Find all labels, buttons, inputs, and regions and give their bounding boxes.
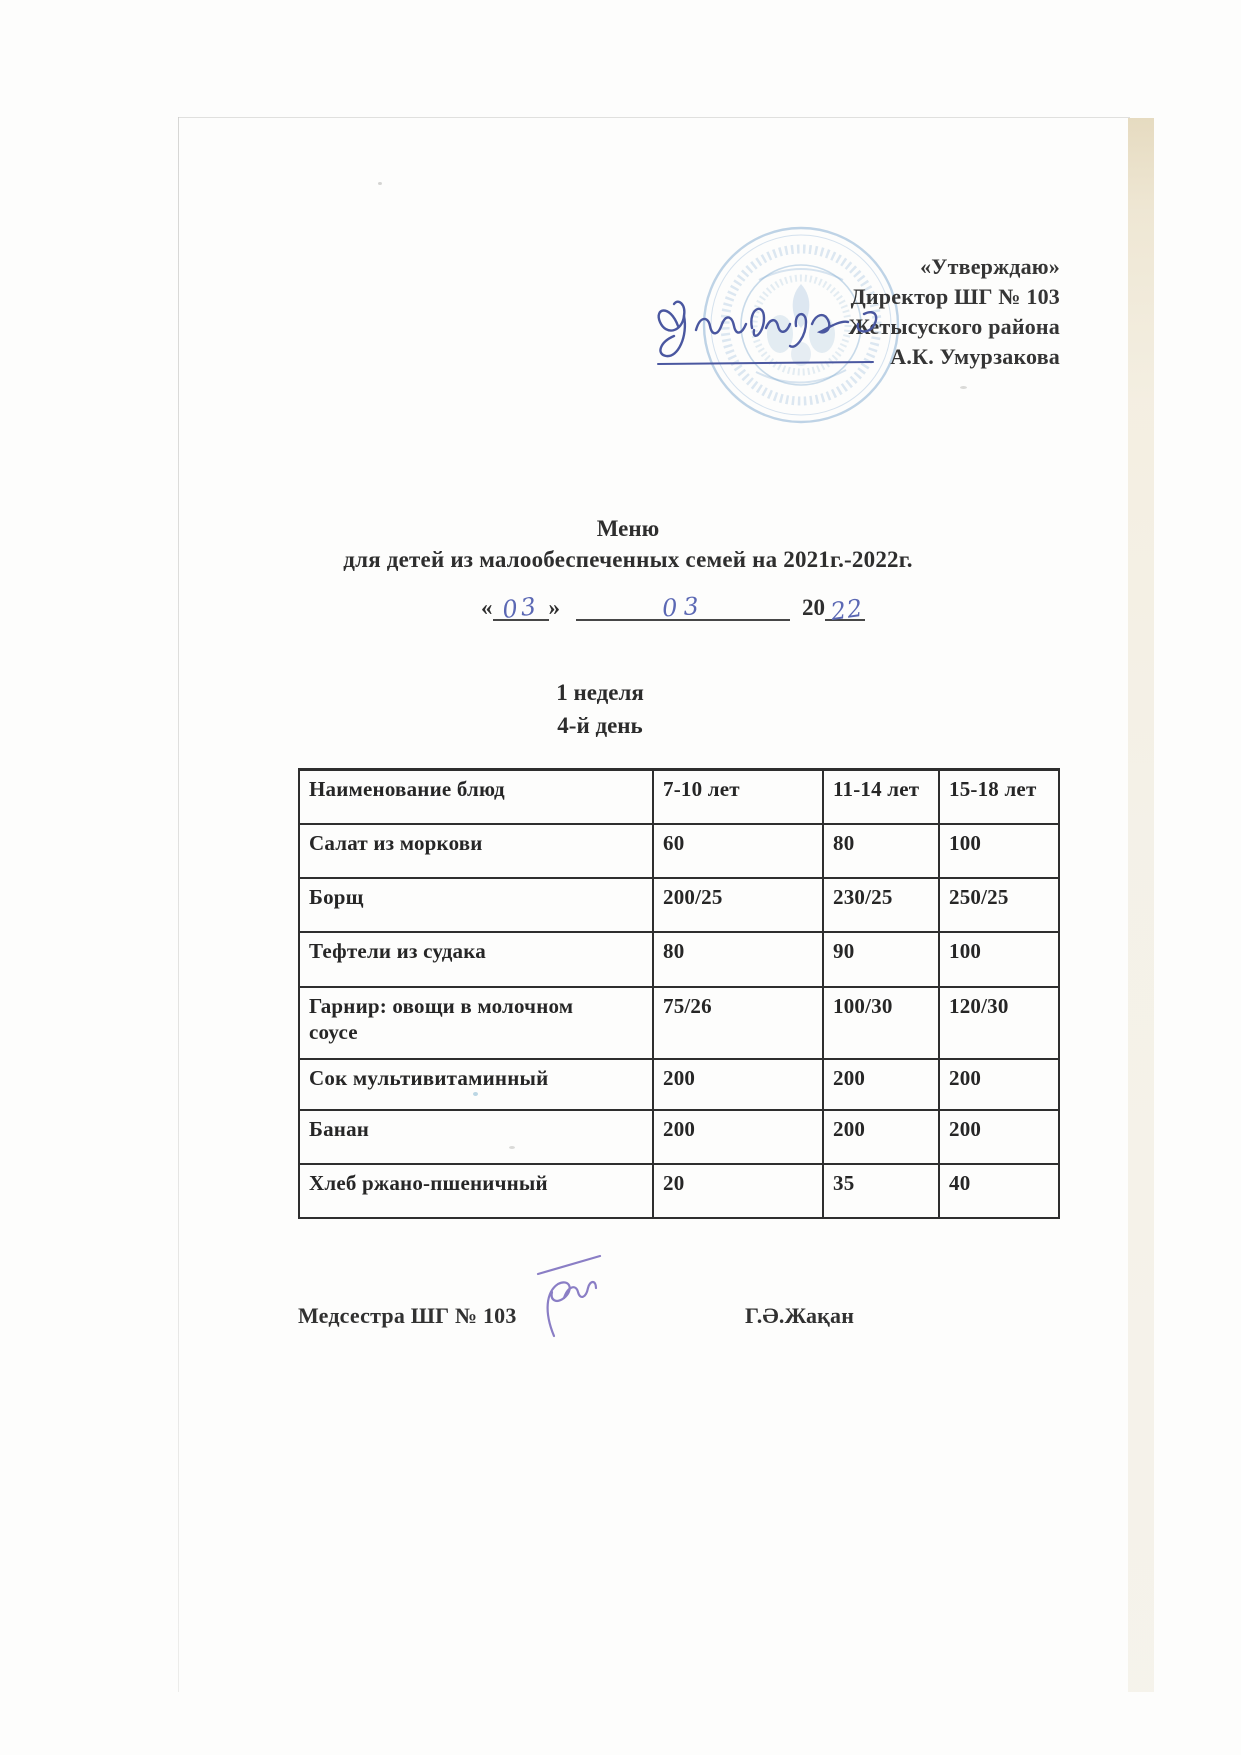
portion-11-14: 35 <box>823 1164 939 1218</box>
title-block <box>308 514 948 576</box>
portion-7-10: 60 <box>653 824 823 878</box>
dish-name: Салат из моркови <box>309 830 483 855</box>
page-edge-left <box>178 117 179 1692</box>
close-quote: » <box>548 595 560 620</box>
handwritten-month: 03 <box>660 591 706 623</box>
portion-7-10: 200 <box>653 1110 823 1164</box>
year-prefix: 20 <box>802 595 825 620</box>
page-edge-right <box>1128 118 1154 1692</box>
dish-name: Сок мультивитаминный <box>309 1065 549 1090</box>
scan-speck <box>378 182 382 185</box>
approval-line: Жетысуского района <box>848 314 1060 339</box>
table-row <box>299 878 1059 932</box>
portion-11-14: 200 <box>823 1110 939 1164</box>
portion-15-18: 40 <box>939 1164 1059 1218</box>
approval-line: Директор ШГ № 103 <box>850 284 1060 309</box>
scan-speck <box>960 386 967 389</box>
portion-7-10: 200 <box>653 1059 823 1110</box>
dish-name: Банан <box>309 1116 370 1141</box>
portion-11-14: 80 <box>823 824 939 878</box>
portion-15-18: 200 <box>939 1059 1059 1110</box>
portion-15-18: 100 <box>939 824 1059 878</box>
open-quote: « <box>481 595 493 620</box>
table-row <box>299 987 1059 1059</box>
document-subtitle: для детей из малообеспеченных семей на 2021г.-2022г. <box>343 547 913 572</box>
page-edge-top <box>178 117 1130 118</box>
header-dish: Наименование блюд <box>299 770 653 824</box>
nurse-name: Г.Ә.Жақан <box>745 1303 855 1328</box>
portion-15-18: 120/30 <box>939 987 1059 1059</box>
portion-11-14: 100/30 <box>823 987 939 1059</box>
header-age-15-18: 15-18 лет <box>939 770 1059 824</box>
signature-icon <box>518 1240 618 1345</box>
day-label: 4-й день <box>557 713 643 738</box>
dish-name: Гарнир: овощи в молочном соусе <box>309 993 574 1044</box>
header-age-11-14: 11-14 лет <box>823 770 939 824</box>
portion-7-10: 75/26 <box>653 987 823 1059</box>
dish-name: Хлеб ржано-пшеничный <box>309 1170 548 1195</box>
portion-7-10: 20 <box>653 1164 823 1218</box>
portion-7-10: 200/25 <box>653 878 823 932</box>
portion-7-10: 80 <box>653 932 823 987</box>
week-label: 1 неделя <box>556 680 644 705</box>
date-line <box>481 591 865 626</box>
handwritten-day: 03 <box>501 591 541 625</box>
month-blank <box>576 591 790 621</box>
table-row <box>299 1164 1059 1218</box>
portion-15-18: 250/25 <box>939 878 1059 932</box>
nurse-signature <box>518 1240 618 1345</box>
table-row <box>299 932 1059 987</box>
handwritten-year: 22 <box>828 593 865 626</box>
year-blank <box>825 591 865 626</box>
table-row <box>299 1059 1059 1110</box>
portion-15-18: 200 <box>939 1110 1059 1164</box>
portion-11-14: 230/25 <box>823 878 939 932</box>
table-row <box>299 824 1059 878</box>
dish-name: Борщ <box>309 884 364 909</box>
header-age-7-10: 7-10 лет <box>653 770 823 824</box>
portion-15-18: 100 <box>939 932 1059 987</box>
signature-icon <box>648 292 883 377</box>
week-day-block <box>300 676 900 742</box>
table-header-row <box>299 770 1059 824</box>
portion-11-14: 200 <box>823 1059 939 1110</box>
director-signature <box>648 292 883 377</box>
day-blank <box>493 591 549 625</box>
approval-signatory: А.К. Умурзакова <box>890 344 1060 369</box>
document-title: Меню <box>596 516 660 541</box>
dish-name: Тефтели из судака <box>309 938 486 963</box>
menu-table <box>298 768 1060 1219</box>
table-row <box>299 1110 1059 1164</box>
portion-11-14: 90 <box>823 932 939 987</box>
nurse-label: Медсестра ШГ № 103 <box>298 1303 517 1328</box>
approval-line: «Утверждаю» <box>920 254 1060 279</box>
